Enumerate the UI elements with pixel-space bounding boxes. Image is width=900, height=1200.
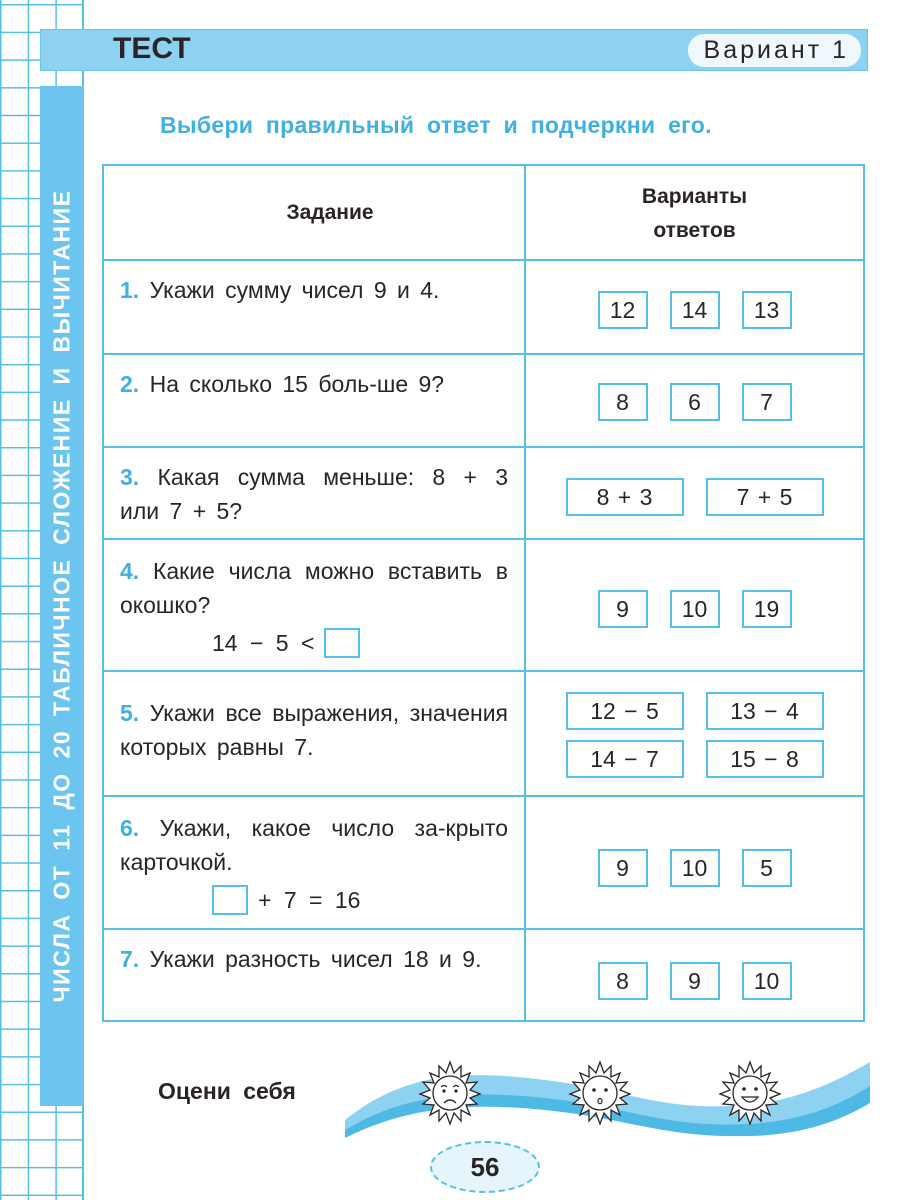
table-row (104, 261, 863, 355)
answer-option[interactable]: 5 (742, 849, 792, 887)
answer-option[interactable]: 10 (670, 849, 720, 887)
answer-option[interactable]: 13 − 4 (706, 692, 824, 730)
answer-option[interactable]: 14 − 7 (566, 740, 684, 778)
answer-options (526, 478, 863, 516)
answer-option[interactable]: 10 (670, 590, 720, 628)
answer-options (526, 849, 863, 887)
self-evaluation-label: Оцени себя (158, 1078, 296, 1104)
task-expression: 14 − 5 < (212, 628, 360, 658)
task-table (102, 164, 865, 1022)
column-header-answers-line1: Варианты (641, 185, 748, 208)
answer-options-row2 (526, 740, 863, 778)
header-cell-answers (526, 166, 863, 259)
column-header-answers-line2: ответов (653, 219, 736, 242)
answer-option[interactable]: 19 (742, 590, 792, 628)
task-question: На сколько 15 боль-ше 9? (149, 371, 445, 397)
answer-options-row1 (526, 692, 863, 730)
topic-sidebar (40, 86, 84, 1106)
answer-options (526, 590, 863, 628)
answer-option[interactable]: 9 (670, 962, 720, 1000)
task-text (120, 367, 508, 401)
answer-option[interactable]: 14 (670, 291, 720, 329)
instruction-text: Выбери правильный ответ и подчеркни его. (160, 112, 712, 138)
task-text (120, 460, 508, 528)
task-question: Укажи разность чисел 18 и 9. (149, 946, 482, 972)
answer-blank-box (324, 628, 360, 658)
header-cell-task (104, 166, 524, 259)
task-text (120, 554, 508, 622)
task-text (120, 273, 508, 307)
task-question: Укажи, какое число за-крыто карточкой. (120, 815, 508, 875)
sad-sun-icon[interactable] (417, 1060, 483, 1126)
column-header-task: Задание (286, 201, 374, 224)
task-text (120, 811, 508, 879)
header-bar (40, 29, 868, 71)
table-row (104, 448, 863, 540)
answer-option[interactable]: 9 (598, 849, 648, 887)
table-row (104, 540, 863, 672)
table-row (104, 672, 863, 797)
task-question: Какая сумма меньше: 8 + 3 или 7 + 5? (120, 464, 508, 524)
answer-option[interactable]: 12 − 5 (566, 692, 684, 730)
table-row (104, 355, 863, 448)
task-number: 1. (120, 277, 140, 303)
answer-option[interactable]: 8 + 3 (566, 478, 684, 516)
task-question: Укажи сумму чисел 9 и 4. (149, 277, 440, 303)
task-question: Какие числа можно вставить в окошко? (120, 558, 508, 618)
answer-options (526, 383, 863, 421)
happy-sun-icon[interactable] (717, 1060, 783, 1126)
task-number: 7. (120, 946, 140, 972)
answer-options (526, 962, 863, 1000)
answer-option[interactable]: 8 (598, 383, 648, 421)
answer-options (526, 291, 863, 329)
answer-option[interactable]: 7 (742, 383, 792, 421)
task-text (120, 942, 508, 976)
neutral-sun-icon[interactable] (567, 1060, 633, 1126)
page-number: 56 (430, 1141, 540, 1193)
task-number: 6. (120, 815, 140, 841)
answer-option[interactable]: 9 (598, 590, 648, 628)
answer-option[interactable]: 13 (742, 291, 792, 329)
table-row (104, 930, 863, 1020)
table-header-row (104, 166, 863, 261)
answer-option[interactable]: 10 (742, 962, 792, 1000)
test-title: ТЕСТ (113, 32, 191, 65)
answer-option[interactable]: 12 (598, 291, 648, 329)
task-number: 4. (120, 558, 140, 584)
topic-label: ЧИСЛА ОТ 11 ДО 20 ТАБЛИЧНОЕ СЛОЖЕНИЕ И ВЫЧИТАНИЕ (48, 189, 75, 1003)
variant-badge: Вариант 1 (688, 34, 861, 67)
answer-option[interactable]: 7 + 5 (706, 478, 824, 516)
answer-option[interactable]: 6 (670, 383, 720, 421)
task-expression: + 7 = 16 (212, 885, 360, 915)
task-text (120, 696, 508, 764)
hidden-card-box (212, 885, 248, 915)
task-number: 5. (120, 700, 140, 726)
task-question: Укажи все выражения, значения которых равны 7. (120, 700, 508, 760)
answer-option[interactable]: 8 (598, 962, 648, 1000)
answer-option[interactable]: 15 − 8 (706, 740, 824, 778)
task-number: 2. (120, 371, 140, 397)
table-row (104, 797, 863, 930)
task-number: 3. (120, 464, 140, 490)
